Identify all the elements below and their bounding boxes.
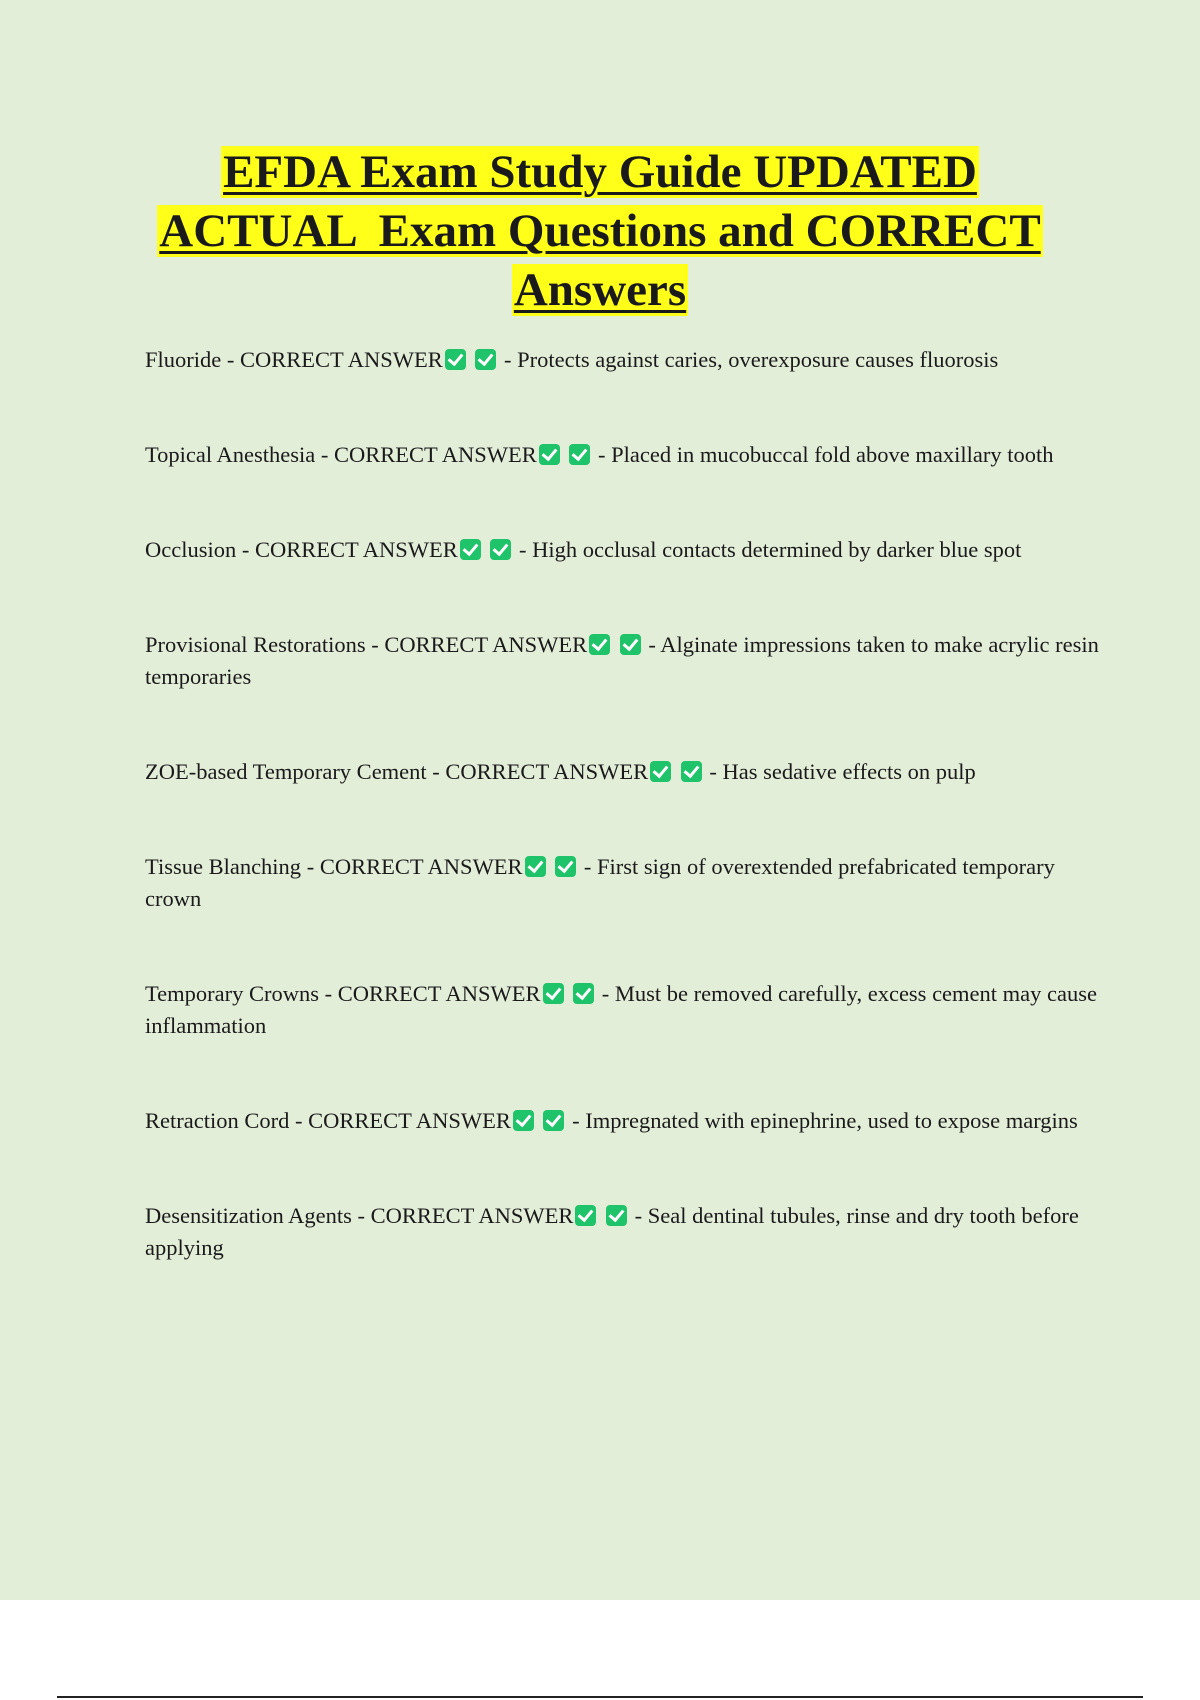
answer-marker: CORRECT ANSWER — [384, 632, 588, 657]
check-mark-icon — [525, 856, 546, 877]
answer-marker: CORRECT ANSWER — [254, 537, 458, 562]
title-line-1: EFDA Exam Study Guide UPDATED — [223, 146, 977, 198]
title-line-3: Answers — [513, 264, 687, 316]
entry-term: Retraction Cord — [145, 1108, 290, 1133]
qa-entry: Temporary Crowns - CORRECT ANSWER - Must be removed carefully, excess cement may cause inflammation — [145, 981, 1097, 1038]
check-mark-icon — [490, 539, 511, 560]
answer-marker: CORRECT ANSWER — [370, 1203, 574, 1228]
check-mark-icon — [555, 856, 576, 877]
answer-marker: CORRECT ANSWER — [319, 854, 523, 879]
check-mark-icon — [573, 983, 594, 1004]
entry-term: Fluoride — [145, 347, 222, 372]
check-mark-icon — [543, 1110, 564, 1131]
check-mark-icon — [445, 349, 466, 370]
check-mark-icon — [543, 983, 564, 1004]
entry-definition: Placed in mucobuccal fold above maxillary tooth — [611, 442, 1054, 467]
answer-marker: CORRECT ANSWER — [445, 759, 649, 784]
check-mark-icon — [650, 761, 671, 782]
entry-definition: First sign of overextended prefabricated temporary crown — [145, 854, 1055, 911]
qa-entry: Retraction Cord - CORRECT ANSWER - Impregnated with epinephrine, used to expose margins — [145, 1108, 1078, 1133]
check-mark-icon — [575, 1205, 596, 1226]
entry-term: Temporary Crowns — [145, 981, 320, 1006]
qa-entry: ZOE-based Temporary Cement - CORRECT ANSWER - Has sedative effects on pulp — [145, 759, 976, 784]
check-mark-icon — [460, 539, 481, 560]
entry-term: Tissue Blanching — [145, 854, 302, 879]
check-mark-icon — [539, 444, 560, 465]
check-mark-icon — [606, 1205, 627, 1226]
footer-divider — [57, 1696, 1143, 1698]
answer-marker: CORRECT ANSWER — [240, 347, 443, 372]
entry-definition: Has sedative effects on pulp — [722, 759, 976, 784]
title-line-2: ACTUAL Exam Questions and CORRECT — [159, 205, 1041, 257]
entry-definition: High occlusal contacts determined by darker blue spot — [532, 537, 1022, 562]
entry-definition: Alginate impressions taken to make acrylic resin temporaries — [145, 632, 1099, 689]
qa-list — [145, 344, 1100, 1264]
qa-entry: Tissue Blanching - CORRECT ANSWER - First sign of overextended prefabricated temporary crown — [145, 854, 1055, 911]
check-mark-icon — [681, 761, 702, 782]
entry-term: Desensitization Agents — [145, 1203, 352, 1228]
entry-definition: Impregnated with epinephrine, used to expose margins — [585, 1108, 1078, 1133]
check-mark-icon — [569, 444, 590, 465]
qa-entry: Desensitization Agents - CORRECT ANSWER - Seal dentinal tubules, rinse and dry tooth before applying — [145, 1203, 1079, 1260]
check-mark-icon — [475, 349, 496, 370]
check-mark-icon — [513, 1110, 534, 1131]
entry-term: ZOE-based Temporary Cement — [145, 759, 427, 784]
entry-definition: Seal dentinal tubules, rinse and dry tooth before applying — [145, 1203, 1079, 1260]
entry-term: Provisional Restorations — [145, 632, 366, 657]
answer-marker: CORRECT ANSWER — [334, 442, 537, 467]
qa-entry: Fluoride - CORRECT ANSWER - Protects against caries, overexposure causes fluorosis — [145, 347, 999, 372]
qa-entry: Topical Anesthesia - CORRECT ANSWER - Placed in mucobuccal fold above maxillary tooth — [145, 442, 1054, 467]
entry-definition: Must be removed carefully, excess cement may cause inflammation — [145, 981, 1097, 1038]
answer-marker: CORRECT ANSWER — [308, 1108, 511, 1133]
answer-marker: CORRECT ANSWER — [337, 981, 541, 1006]
qa-entry: Provisional Restorations - CORRECT ANSWER - Alginate impressions taken to make acrylic resin temporaries — [145, 632, 1099, 689]
qa-entry: Occlusion - CORRECT ANSWER - High occlusal contacts determined by darker blue spot — [145, 537, 1022, 562]
entry-definition: Protects against caries, overexposure causes fluorosis — [517, 347, 999, 372]
check-mark-icon — [589, 634, 610, 655]
entry-term: Topical Anesthesia — [145, 442, 316, 467]
entry-term: Occlusion — [145, 537, 237, 562]
document-title — [100, 143, 1100, 320]
check-mark-icon — [620, 634, 641, 655]
